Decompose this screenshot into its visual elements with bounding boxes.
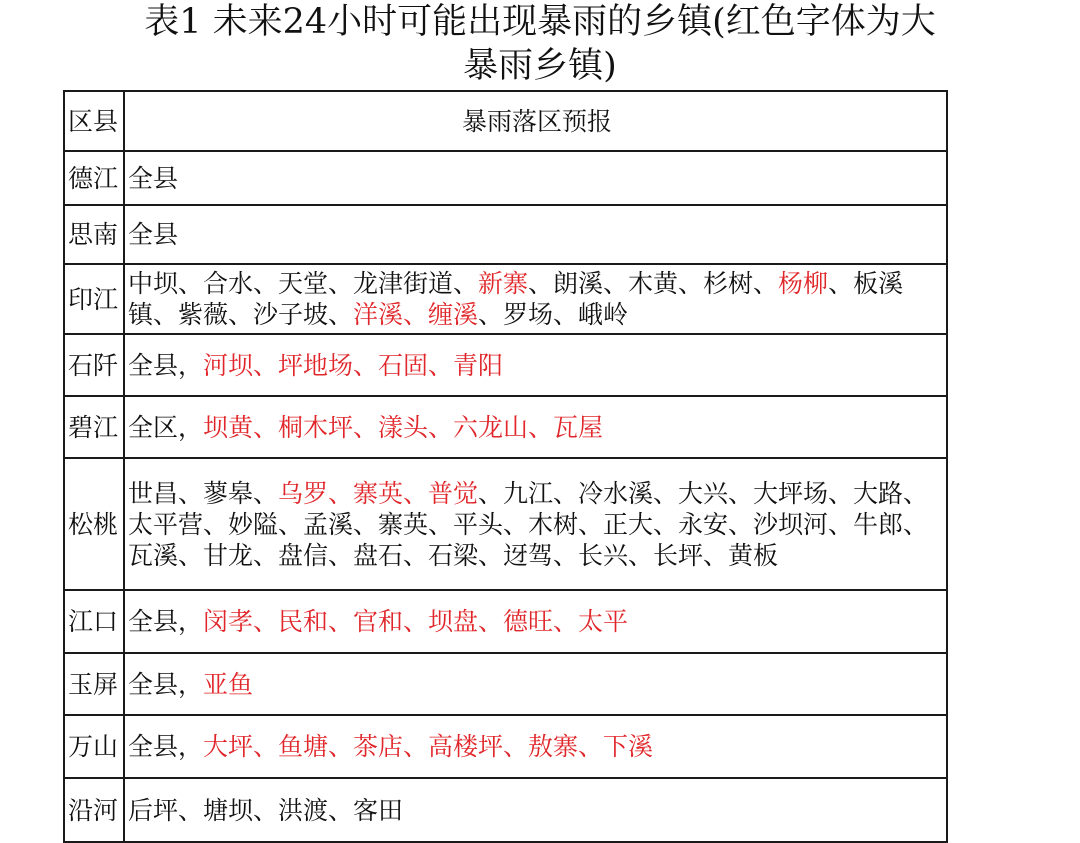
county-cell: 沿河	[64, 778, 124, 842]
table-row	[64, 334, 947, 396]
table-body	[64, 151, 947, 842]
rain-towns: 全县，	[128, 669, 204, 699]
heavy-rain-towns: 亚鱼	[203, 669, 254, 699]
county-cell: 碧江	[64, 396, 124, 458]
forecast-cell	[124, 590, 947, 653]
county-cell: 万山	[64, 715, 124, 778]
heavy-rain-towns: 乌罗、寨英、普觉	[278, 478, 479, 508]
county-cell: 印江	[64, 264, 124, 334]
heavy-rain-towns: 闵孝、民和、官和、坝盘、德旺、太平	[203, 607, 629, 636]
forecast-cell	[124, 396, 947, 458]
table-row	[64, 653, 947, 715]
rain-towns: 全县，	[128, 607, 204, 636]
table-row	[64, 590, 947, 653]
heavy-rain-towns: 杨柳	[778, 269, 829, 298]
title-line-2: 暴雨乡镇)	[463, 46, 617, 86]
rain-towns: 全县，	[128, 732, 204, 761]
rain-towns: 后坪、塘坝、洪渡、客田	[128, 795, 404, 825]
rain-towns: 、罗场、峨岭	[478, 300, 629, 329]
forecast-cell	[124, 778, 947, 842]
forecast-cell	[124, 205, 947, 264]
heavy-rain-towns: 坝黄、桐木坪、漾头、六龙山、瓦屋	[203, 412, 604, 442]
forecast-cell	[124, 151, 947, 205]
title-line-1: 表1 未来24小时可能出现暴雨的乡镇(红色字体为大	[144, 2, 936, 42]
rain-towns: 、朗溪、木黄、杉树、	[528, 269, 779, 298]
forecast-cell	[124, 334, 947, 396]
forecast-cell	[124, 264, 947, 334]
table-row	[64, 396, 947, 458]
county-cell: 思南	[64, 205, 124, 264]
rain-towns: 全县，	[128, 350, 204, 380]
table-row	[64, 778, 947, 842]
heavy-rain-towns: 洋溪、缠溪	[353, 300, 479, 329]
county-cell: 玉屏	[64, 653, 124, 715]
heavy-rain-towns: 河坝、坪地场、石固、青阳	[203, 350, 504, 380]
header-forecast: 暴雨落区预报	[124, 91, 947, 151]
forecast-cell	[124, 715, 947, 778]
county-cell: 松桃	[64, 458, 124, 590]
rain-towns: 全县	[128, 163, 179, 193]
rain-towns: 、九江、冷水溪、大兴、大坪场、大路、太平营、妙隘、孟溪、寨英、平头、木树、正大、永安、沙坝河、牛郎、瓦溪、甘龙、盘信、盘石、石梁、迓驾、长兴、长坪、黄板	[128, 478, 929, 570]
rain-towns: 、板溪镇、紫薇、沙子坡、	[128, 269, 904, 329]
table-row	[64, 264, 947, 334]
county-cell: 石阡	[64, 334, 124, 396]
table-row	[64, 458, 947, 590]
rain-towns: 全县	[128, 220, 179, 249]
table-row	[64, 205, 947, 264]
table-header-row	[64, 91, 947, 151]
header-county: 区县	[64, 91, 124, 151]
document-title	[0, 0, 1080, 88]
table-row	[64, 151, 947, 205]
rainstorm-forecast-table	[63, 90, 948, 843]
county-cell: 德江	[64, 151, 124, 205]
forecast-cell	[124, 458, 947, 590]
forecast-cell	[124, 653, 947, 715]
rain-towns: 全区，	[128, 412, 204, 442]
heavy-rain-towns: 大坪、鱼塘、茶店、高楼坪、敖寨、下溪	[203, 732, 654, 761]
heavy-rain-towns: 新寨	[478, 269, 529, 298]
county-cell: 江口	[64, 590, 124, 653]
rain-towns: 世昌、蓼皋、	[128, 478, 279, 508]
rain-towns: 中坝、合水、天堂、龙津街道、	[128, 269, 479, 298]
table-row	[64, 715, 947, 778]
